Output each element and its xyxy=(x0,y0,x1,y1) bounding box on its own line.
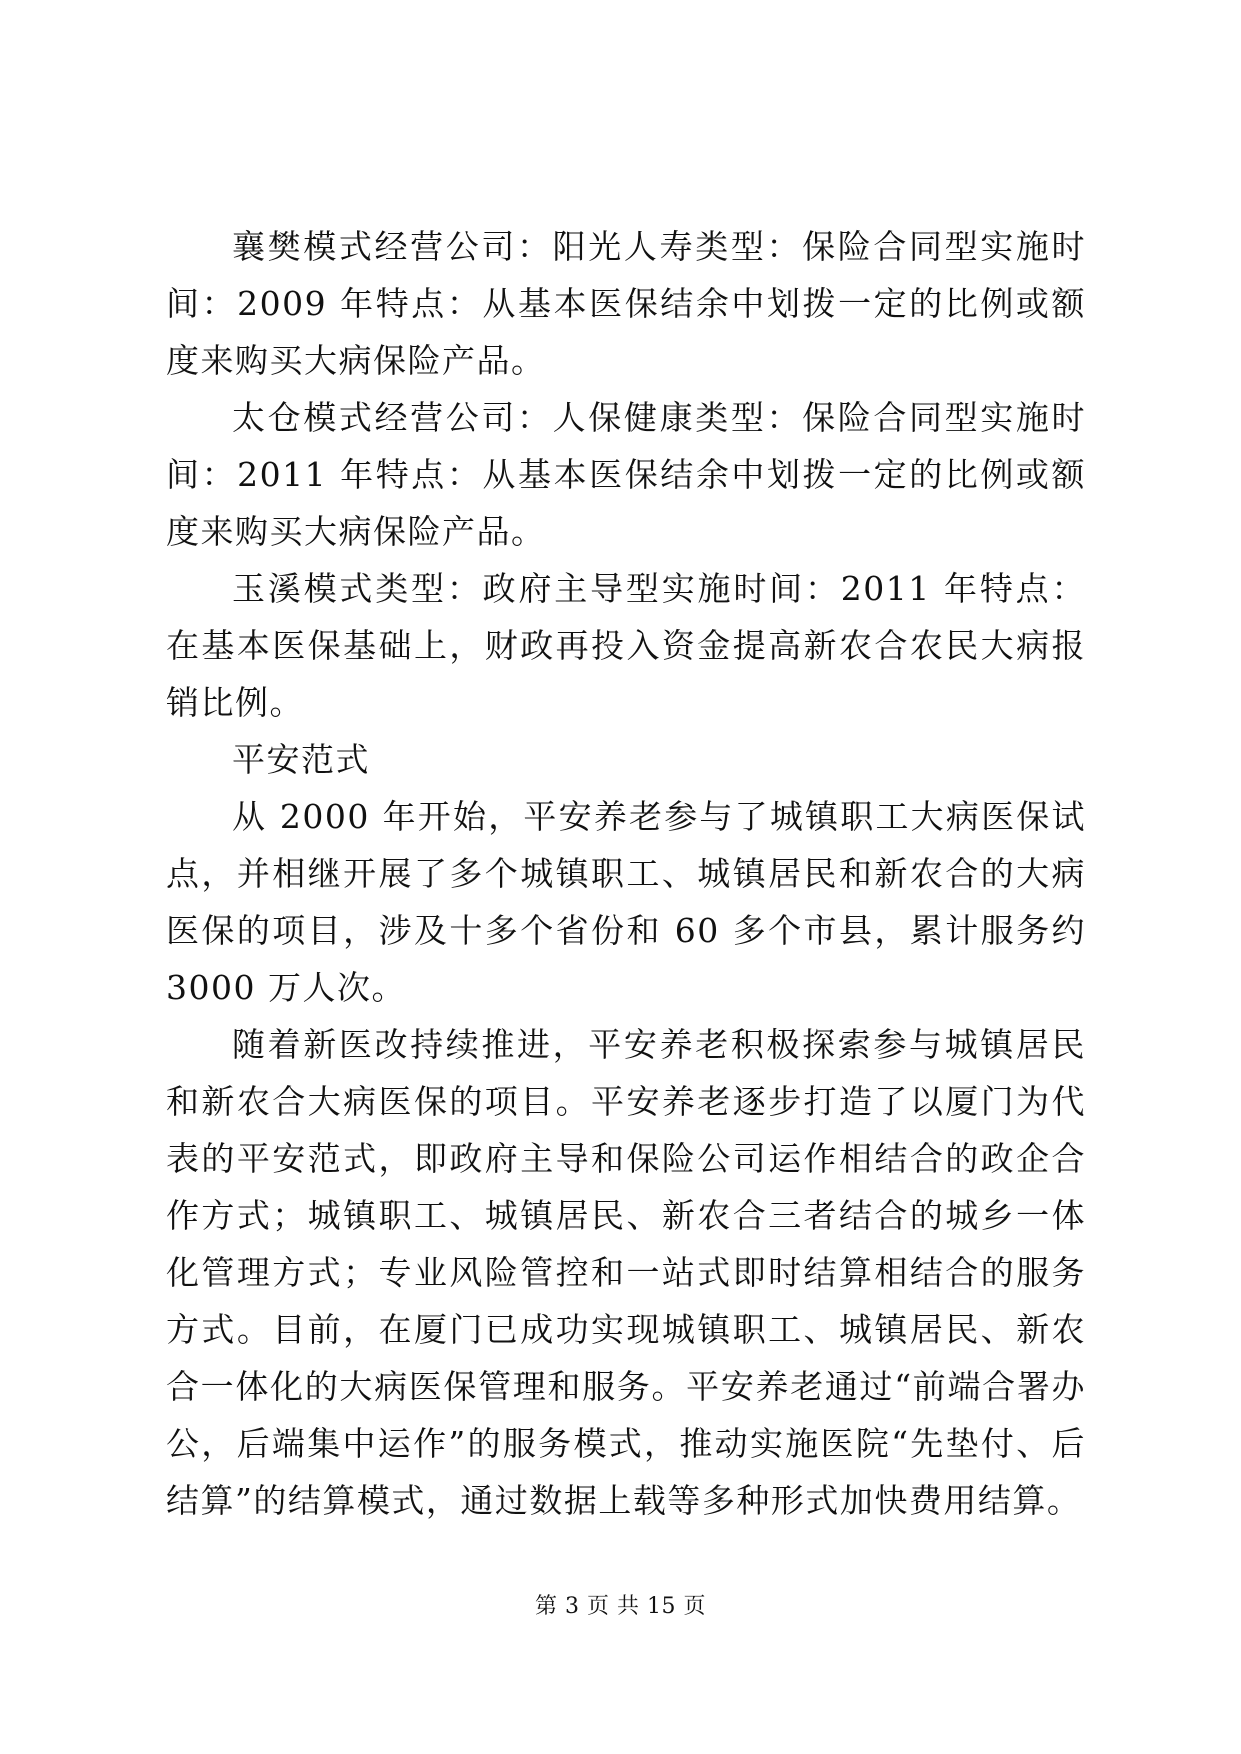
paragraph-taicang-model: 太仓模式经营公司：人保健康类型：保险合同型实施时间：2011 年特点：从基本医保结余中划拨一定的比例或额度来购买大病保险产品。 xyxy=(166,398,1086,551)
page-number-footer: 第 3 页 共 15 页 xyxy=(535,1594,706,1619)
paragraph-xiangfan-model: 襄樊模式经营公司：阳光人寿类型：保险合同型实施时间：2009 年特点：从基本医保结余中划拨一定的比例或额度来购买大病保险产品。 xyxy=(166,227,1086,380)
paragraph-pingan-model: 随着新医改持续推进，平安养老积极探索参与城镇居民和新农合大病医保的项目。平安养老逐步打造了以厦门为代表的平安范式，即政府主导和保险公司运作相结合的政企合作方式；城镇职工、城镇居民、新农合三者结合的城乡一体化管理方式；专业风险管控和一站式即时结算相结合的服务方式。目前，在厦门已成功实现城镇职工、城镇居民、新农合一体化的大病医保管理和服务。平安养老通过“前端合署办公，后端集中运作”的服务模式，推动实施医院“先垫付、后结算”的结算模式，通过数据上载等多种形式加快费用结算。 xyxy=(166,1025,1086,1520)
paragraph-yuxi-model: 玉溪模式类型：政府主导型实施时间：2011 年特点：在基本医保基础上，财政再投入资金提高新农合农民大病报销比例。 xyxy=(166,569,1086,722)
paragraph-pingan-history: 从 2000 年开始，平安养老参与了城镇职工大病医保试点，并相继开展了多个城镇职工、城镇居民和新农合的大病医保的项目，涉及十多个省份和 60 多个市县，累计服务约 3000 万人次。 xyxy=(166,797,1086,1007)
section-heading-pingan: 平安范式 xyxy=(232,740,370,779)
document-body xyxy=(166,218,1086,1529)
